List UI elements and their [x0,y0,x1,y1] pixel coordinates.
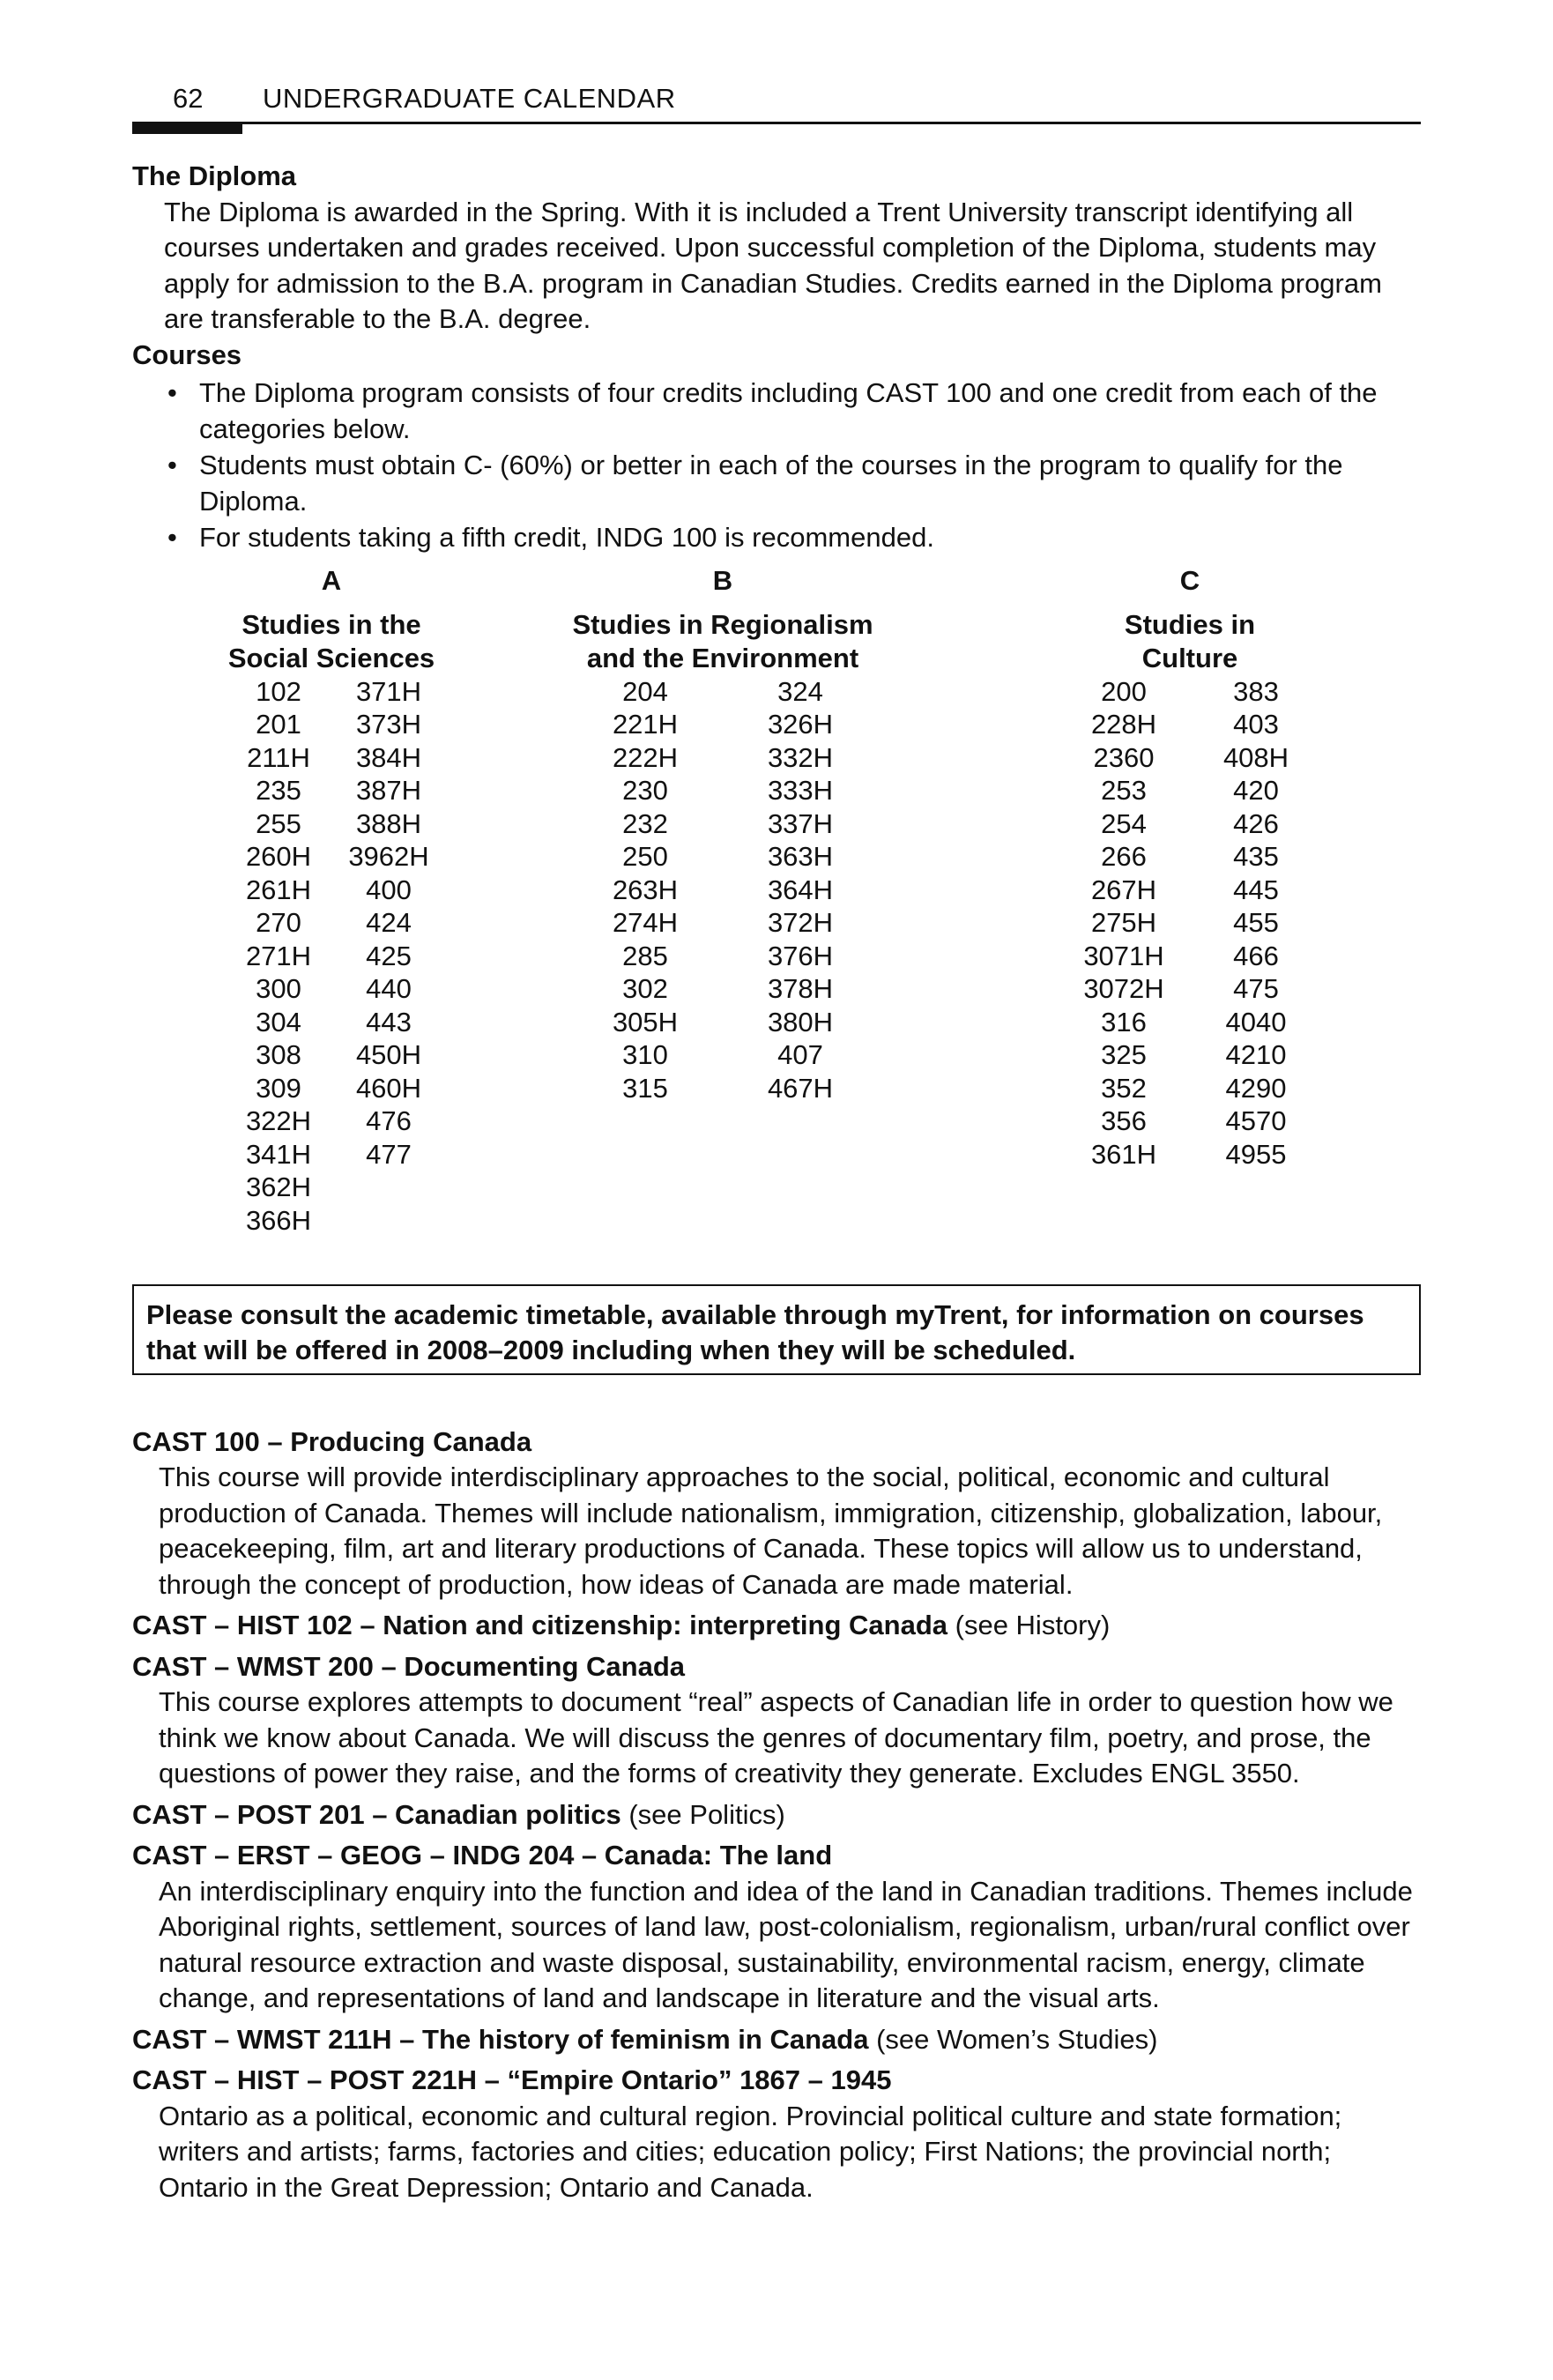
cross-reference: (see Politics) [628,1798,785,1830]
course-title-line [132,2063,1421,2099]
course-entry [132,2022,1421,2058]
category-title-line: and the Environment [586,642,859,673]
course-number: 426 [1233,807,1279,839]
requirement-text: Students must obtain C- (60%) or better in each of the courses in the program to qualify for the Diploma. [199,450,1343,517]
course-title-line [132,1649,1421,1685]
course-number: 230 [622,775,668,806]
course-number-grid [173,675,490,1238]
diploma-text: The Diploma is awarded in the Spring. With it is included a Trent University transcript identifying all courses undertaken and grades received. Upon successful completion of the Diploma, students may apply for admission to the B.A. program in Canadian Studies. Credits earned in the Diploma program are transferable to the B.A. degree. [164,196,1382,334]
course-number: 308 [256,1039,301,1070]
course-number: 440 [366,973,412,1004]
bullet-icon: • [167,450,177,480]
course-entry [132,1608,1421,1644]
running-head: UNDERGRADUATE CALENDAR [263,83,676,114]
course-number: 361H [1090,1138,1157,1170]
page-number: 62 [173,83,204,114]
course-number-column [336,675,442,1238]
course-number: 387H [355,775,422,806]
course-title: CAST – WMST 211H – The history of feminism in Canada [132,2023,869,2055]
course-number: 372H [767,907,834,938]
course-number: 4955 [1225,1138,1287,1170]
course-number: 310 [622,1039,668,1070]
course-number: 270 [256,907,301,938]
course-number: 373H [355,709,422,740]
course-number: 475 [1233,973,1279,1004]
page-content [132,159,1421,2205]
course-title-line [132,1424,1421,1461]
course-number: 254 [1101,807,1147,839]
course-title-line [132,2022,1421,2058]
course-number: 337H [767,807,834,839]
category-title-line: Culture [1141,642,1238,673]
course-number: 443 [366,1006,412,1038]
course-number: 316 [1101,1006,1147,1038]
course-number: 263H [612,874,679,905]
course-number-grid [1014,675,1366,1171]
course-number: 309 [256,1072,301,1104]
course-number: 366H [245,1204,312,1236]
course-number-column [568,675,723,1105]
course-number: 424 [366,907,412,938]
course-number: 201 [256,709,301,740]
course-number: 4290 [1225,1072,1287,1104]
course-number: 450H [355,1039,422,1070]
course-number: 325 [1101,1039,1147,1070]
category-title-line: Studies in the [241,608,421,640]
course-number: 425 [366,940,412,971]
course-number: 3072H [1083,973,1164,1004]
course-title-line [132,1608,1421,1644]
course-number: 4210 [1225,1039,1287,1070]
course-number: 460H [355,1072,422,1104]
courses-heading: Courses [132,338,242,370]
category-letter: B [712,564,733,596]
requirement-text: For students taking a fifth credit, INDG 100 is recommended. [199,522,934,553]
cross-reference: (see Women’s Studies) [876,2023,1158,2055]
course-entry [132,2063,1421,2205]
course-number: 332H [767,741,834,773]
course-number: 253 [1101,775,1147,806]
category-b [502,563,943,1105]
course-title: CAST – HIST 102 – Nation and citizenship: interpreting Canada [132,1610,947,1640]
course-entry [132,1424,1421,1603]
bullet-icon: • [167,377,177,408]
course-number: 333H [767,775,834,806]
diploma-heading: The Diploma [132,160,297,191]
course-entry [132,1838,1421,2017]
course-title: CAST – HIST – POST 221H – “Empire Ontario” 1867 – 1945 [132,2064,892,2095]
requirements-list [132,376,1421,556]
course-number: 261H [245,874,312,905]
course-number: 267H [1090,874,1157,905]
course-number: 3071H [1083,940,1164,971]
course-number: 476 [366,1105,412,1136]
course-number: 255 [256,807,301,839]
course-number: 228H [1090,709,1157,740]
course-number: 376H [767,940,834,971]
requirement-item [132,376,1421,447]
course-number: 260H [245,841,312,872]
course-number-grid [502,675,943,1105]
category-c [1014,563,1366,1171]
course-number: 232 [622,807,668,839]
course-number: 408H [1222,741,1289,773]
category-columns [132,563,1421,1260]
course-number: 383 [1233,675,1279,707]
bullet-icon: • [167,522,177,553]
category-title-line: Social Sciences [227,642,435,673]
course-number: 341H [245,1138,312,1170]
course-number: 403 [1233,709,1279,740]
course-number: 2360 [1093,741,1155,773]
category-title [173,608,490,675]
course-number-column [723,675,878,1105]
course-number: 445 [1233,874,1279,905]
category-title-line: Studies in Regionalism [572,608,873,640]
course-number: 302 [622,973,668,1004]
course-number: 4040 [1225,1006,1287,1038]
requirement-item [132,448,1421,519]
course-number: 384H [355,741,422,773]
course-title: CAST – POST 201 – Canadian politics [132,1798,621,1830]
course-number: 211H [247,741,310,773]
course-number-column [1190,675,1322,1171]
course-entry [132,1649,1421,1792]
course-number: 467H [767,1072,834,1104]
course-title-line [132,1797,1421,1833]
course-title-line [132,1838,1421,1874]
course-number: 285 [622,940,668,971]
course-number: 4570 [1225,1105,1287,1136]
category-letter: A [321,564,342,596]
course-number: 274H [612,907,679,938]
course-number: 322H [245,1105,312,1136]
course-description: This course will provide interdisciplinary approaches to the social, political, economic and cultural production of Canada. Themes will include nationalism, immigration, citizenship, globalization, labour, peacekeeping, film, art and literary productions of Canada. These topics will allow us to understand, through the concept of production, how ideas of Canada are made material. [159,1461,1383,1600]
course-number: 300 [256,973,301,1004]
course-title: CAST – WMST 200 – Documenting Canada [132,1650,685,1682]
course-number: 266 [1101,841,1147,872]
course-number: 400 [366,874,412,905]
course-description: This course explores attempts to document “real” aspects of Canadian life in order to question how we think we know about Canada. We will discuss the genres of documentary film, poetry, and prose, the questions of power they raise, and the forms of creativity they generate. Excludes ENGL 3550. [159,1686,1393,1789]
course-entry [132,1797,1421,1833]
course-number: 363H [767,841,834,872]
course-number: 102 [256,675,301,707]
category-title [502,608,943,675]
course-number: 435 [1233,841,1279,872]
course-number: 378H [767,973,834,1004]
course-number: 362H [245,1171,312,1202]
course-number: 388H [355,807,422,839]
category-title [1014,608,1366,675]
category-a [173,563,490,1238]
course-number: 3962H [348,841,429,872]
course-number: 380H [767,1006,834,1038]
course-number: 371H [355,675,422,707]
course-description: An interdisciplinary enquiry into the function and idea of the land in Canadian traditions. Themes include Aboriginal rights, settlement, sources of land law, post-colonialism, regionalism, urban/rural conflict over natural resource extraction and waste disposal, sustainability, environmental racism, energy, climate change, and representations of land and landscape in literature and the visual arts. [159,1875,1413,2013]
course-number: 305H [612,1006,679,1038]
timetable-notice: Please consult the academic timetable, available through myTrent, for information on courses that will be offered in 2008–2009 including when they will be scheduled. [132,1284,1421,1375]
course-number: 420 [1233,775,1279,806]
category-title-line: Studies in [1124,608,1256,640]
course-number: 477 [366,1138,412,1170]
course-number: 250 [622,841,668,872]
course-number: 271H [245,940,312,971]
course-number: 455 [1233,907,1279,938]
course-number: 364H [767,874,834,905]
course-list [132,1424,1421,2206]
course-number: 356 [1101,1105,1147,1136]
course-number: 407 [777,1039,823,1070]
course-number: 326H [767,709,834,740]
course-number: 221H [612,709,679,740]
header-rule [132,122,1421,124]
course-number-column [221,675,336,1238]
course-number: 204 [622,675,668,707]
course-number: 304 [256,1006,301,1038]
course-number: 324 [777,675,823,707]
course-number: 200 [1101,675,1147,707]
requirement-item [132,520,1421,556]
category-letter: C [1179,564,1200,596]
course-number: 235 [256,775,301,806]
cross-reference: (see History) [955,1610,1111,1640]
course-title: CAST – ERST – GEOG – INDG 204 – Canada: The land [132,1840,833,1871]
course-number: 466 [1233,940,1279,971]
course-number: 352 [1101,1072,1147,1104]
course-title: CAST 100 – Producing Canada [132,1425,532,1457]
course-number: 222H [612,741,679,773]
requirement-text: The Diploma program consists of four credits including CAST 100 and one credit from each of the categories below. [199,377,1378,444]
course-number-column [1058,675,1190,1171]
course-number: 315 [622,1072,668,1104]
course-description: Ontario as a political, economic and cultural region. Provincial political culture and state formation; writers and artists; farms, factories and cities; education policy; First Nations; the provincial north; Ontario in the Great Depression; Ontario and Canada. [159,2100,1342,2203]
course-number: 275H [1090,907,1157,938]
header-tab-bar [132,122,242,134]
